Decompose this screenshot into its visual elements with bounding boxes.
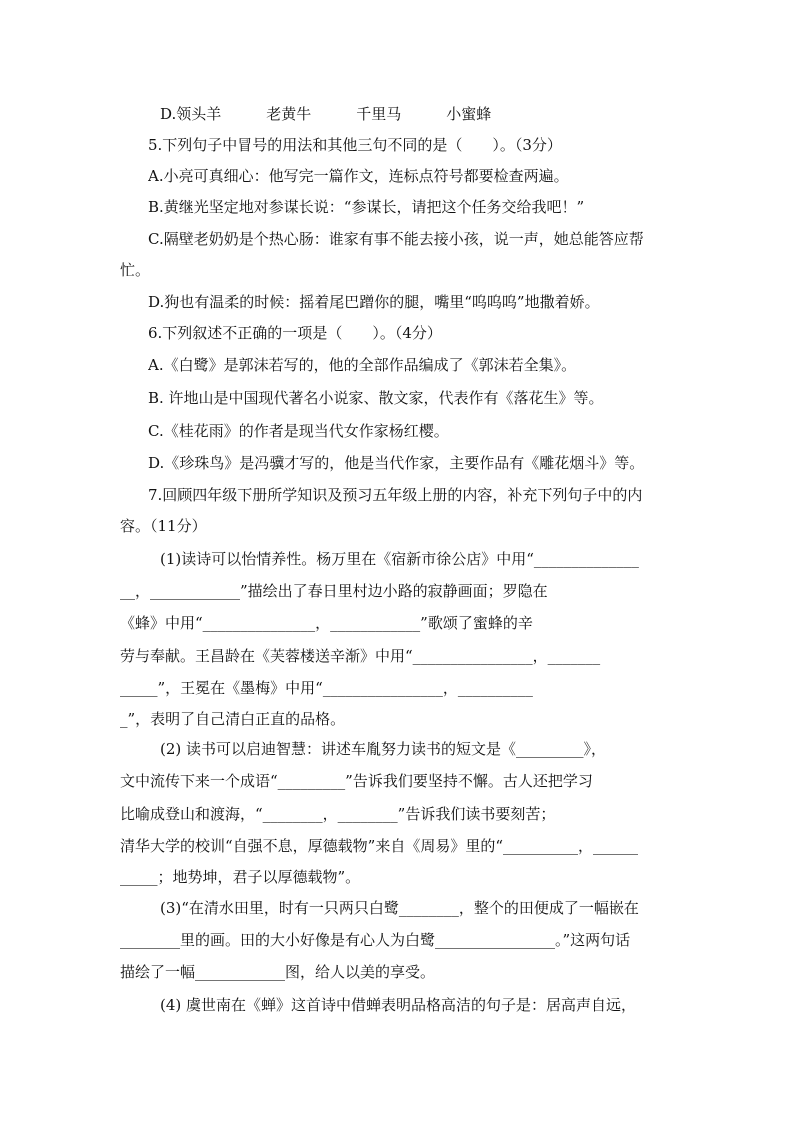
q7-stem: 7.回顾四年级下册所学知识及预习五年级上册的内容，补充下列句子中的内 xyxy=(148,486,643,504)
q7-part1-line: 劳与奉献。王昌龄在《芙蓉楼送辛渐》中用“________________，_______ xyxy=(120,647,601,665)
q7-part1-line: 《蜂》中用“_______________，____________”歌颂了蜜蜂的辛 xyxy=(120,614,533,632)
q5-option-c-cont: 忙。 xyxy=(120,261,151,279)
q5-option-d: D.狗也有温柔的时候：摇着尾巴蹭你的腿，嘴里“呜呜呜”地撒着娇。 xyxy=(148,293,600,311)
q7-part2-line: 比喻成登山和渡海，“________，________”告诉我们读书要刻苦； xyxy=(120,805,556,823)
q5-option-c: C.隔壁老奶奶是个热心肠：谁家有事不能去接小孩，说一声，她总能答应帮 xyxy=(148,230,644,248)
q7-part2-line: 文中流传下来一个成语“_________”告诉我们要坚持不懈。古人还把学习 xyxy=(120,772,593,790)
q5-stem: 5.下列句子中冒号的用法和其他三句不同的是（ ）。（3分） xyxy=(148,136,562,154)
q7-part1-line: _”，表明了自己清白正直的品格。 xyxy=(120,710,346,728)
q7-part4-line: (4) 虞世南在《蝉》这首诗中借蝉表明品格高洁的句子是：居高声自远， xyxy=(160,996,637,1014)
q7-part2-line: _____；地势坤，君子以厚德载物”。 xyxy=(120,868,361,886)
q7-part2-line: 清华大学的校训“自强不息，厚德载物”来自《周易》里的“__________，______ xyxy=(120,837,639,855)
q6-option-a: A.《白鹭》是郭沫若写的，他的全部作品编成了《郭沫若全集》。 xyxy=(148,356,577,374)
q7-part1-line: _____”，王冕在《墨梅》中用“________________，__________ xyxy=(120,679,533,697)
q6-option-d: D.《珍珠鸟》是冯骥才写的，他是当代作家，主要作品有《雕花烟斗》等。 xyxy=(148,454,645,472)
q6-option-b: B. 许地山是中国现代著名小说家、散文家，代表作有《落花生》等。 xyxy=(148,389,604,407)
q7-part1-line: __，____________”描绘出了春日里村边小路的寂静画面；罗隐在 xyxy=(120,582,548,600)
q5-option-b: B.黄继光坚定地对参谋长说：“参谋长，请把这个任务交给我吧！” xyxy=(148,198,585,216)
q6-stem: 6.下列叙述不正确的一项是（ ）。（4分） xyxy=(148,324,442,342)
q7-part3-line: ________里的画。田的大小好像是有心人为白鹭________________。”这两句话 xyxy=(120,931,631,949)
q7-part3-line: (3)“在清水田里，时有一只两只白鹭________，整个的田便成了一幅嵌在 xyxy=(160,899,639,917)
q4-option-d: D.领头羊 老黄牛 千里马 小蜜蜂 xyxy=(160,105,492,123)
q7-stem-cont: 容。（11分） xyxy=(120,517,207,535)
q7-part1-line: (1)读诗可以怡情养性。杨万里在《宿新市徐公店》中用“______________ xyxy=(160,550,639,568)
q7-part2-line: (2) 读书可以启迪智慧：讲述车胤努力读书的短文是《_________》， xyxy=(160,740,607,758)
q7-part3-line: 描绘了一幅____________图，给人以美的享受。 xyxy=(120,963,436,981)
q6-option-c: C.《桂花雨》的作者是现当代女作家杨红樱。 xyxy=(148,422,449,440)
q5-option-a: A.小亮可真细心：他写完一篇作文，连标点符号都要检查两遍。 xyxy=(148,167,569,185)
